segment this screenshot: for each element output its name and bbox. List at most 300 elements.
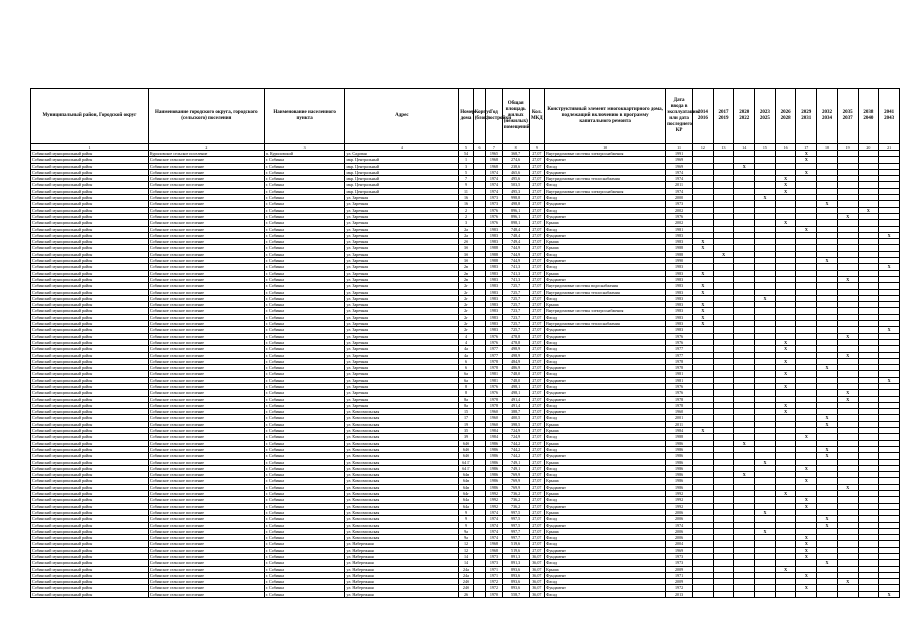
table-cell: 39 — [459, 434, 473, 440]
table-cell: ул. Заречная — [345, 321, 459, 327]
table-cell: Собинский муниципальный район — [31, 409, 149, 415]
table-cell: Внутридомовые системы теплоснабжения — [545, 289, 666, 295]
table-cell: Собинское сельское поселение — [148, 440, 264, 446]
table-cell: 2в — [459, 276, 473, 282]
table-cell: Фасад — [545, 535, 666, 541]
table-cell: 27,07 — [529, 484, 545, 490]
table-cell: Собинский муниципальный район — [31, 572, 149, 578]
table-cell: Фасад — [545, 195, 666, 201]
table-cell: Куриловское сельское поселение — [148, 151, 264, 157]
column-header: Наименование городского округа, городского (сельского) поселения — [148, 89, 264, 144]
table-cell: ул. Комсомольская — [345, 453, 459, 459]
table-cell: 24а — [459, 566, 473, 572]
table-cell: 741,3 — [502, 270, 529, 276]
table-cell: Собинский муниципальный район — [31, 182, 149, 188]
table-cell: Фасад — [545, 472, 666, 478]
table-cell: г. Собинка — [264, 195, 345, 201]
table-cell: 748,4 — [502, 226, 529, 232]
table-cell: 27,07 — [529, 421, 545, 427]
table-cell: ул. Набережная — [345, 566, 459, 572]
table-cell: 725,7 — [502, 283, 529, 289]
table-cell: г. Собинка — [264, 295, 345, 301]
table-cell: ул. Заречная — [345, 327, 459, 333]
table-cell: Собинский муниципальный район — [31, 163, 149, 169]
table-cell: 724,9 — [502, 434, 529, 440]
table-cell: 997,5 — [502, 522, 529, 528]
table-cell: 725,7 — [502, 302, 529, 308]
table-cell: Собинское сельское поселение — [148, 201, 264, 207]
table-cell: Собинское сельское поселение — [148, 207, 264, 213]
table-cell: мкр. Центральный — [345, 163, 459, 169]
table-cell: 26 — [459, 591, 473, 597]
table-cell: Собинский муниципальный район — [31, 314, 149, 320]
table-cell: 6а — [459, 377, 473, 383]
table-cell: 2006 — [666, 535, 693, 541]
table-cell: ул. Заречная — [345, 289, 459, 295]
table-cell: ул. Набережная — [345, 554, 459, 560]
table-cell: 9 — [459, 522, 473, 528]
table-cell: Собинское сельское поселение — [148, 157, 264, 163]
table-cell: 27,07 — [529, 415, 545, 421]
table-cell: ул. Комсомольская — [345, 522, 459, 528]
table-cell: Собинское сельское поселение — [148, 554, 264, 560]
table-cell: 1960 — [486, 421, 503, 427]
column-header: 2029 2031 — [796, 89, 817, 144]
column-number: 1 — [31, 144, 149, 151]
table-cell: 1984 — [666, 428, 693, 434]
table-cell: Собинское сельское поселение — [148, 541, 264, 547]
period-mark-cell: X — [837, 484, 858, 490]
table-cell: Фасад — [545, 579, 666, 585]
table-cell: г. Собинка — [264, 270, 345, 276]
table-cell: 1974 — [486, 509, 503, 515]
column-number: 21 — [879, 144, 900, 151]
table-cell: 503,5 — [502, 182, 529, 188]
table-cell: 64 Г — [459, 465, 473, 471]
table-cell: 2004 — [666, 541, 693, 547]
period-mark-cell: X — [755, 509, 776, 515]
table-cell: 36,07 — [529, 554, 545, 560]
table-cell: 744,9 — [502, 258, 529, 264]
table-cell: 478,8 — [502, 333, 529, 339]
table-cell: ул. Комсомольская — [345, 491, 459, 497]
table-cell: Собинский муниципальный район — [31, 258, 149, 264]
table-cell: 1976 — [666, 383, 693, 389]
period-mark-cell: X — [796, 547, 817, 553]
table-cell: Собинский муниципальный район — [31, 339, 149, 345]
table-cell: ул. Заречная — [345, 283, 459, 289]
table-cell: 1969 — [666, 547, 693, 553]
table-cell: 27,07 — [529, 402, 545, 408]
table-cell: 1974 — [486, 176, 503, 182]
table-cell: п. Куриловский — [264, 151, 345, 157]
table-cell: 5 — [459, 169, 473, 175]
table-cell: Собинский муниципальный район — [31, 176, 149, 182]
table-cell: 1968 — [486, 547, 503, 553]
table-cell: 1 — [459, 157, 473, 163]
table-cell: ул. Заречная — [345, 264, 459, 270]
table-cell: Собинское сельское поселение — [148, 560, 264, 566]
column-header: 2017 2019 — [713, 89, 734, 144]
table-cell: Внутридомовые системы водоснабжения — [545, 283, 666, 289]
table-cell: 1960 — [486, 415, 503, 421]
table-cell: ул. Заречная — [345, 270, 459, 276]
table-cell: Собинское сельское поселение — [148, 446, 264, 452]
table-cell: ул. Заречная — [345, 377, 459, 383]
table-cell: 1968 — [486, 163, 503, 169]
table-cell: ул. Заречная — [345, 358, 459, 364]
table-cell: г. Собинка — [264, 314, 345, 320]
table-cell: Собинский муниципальный район — [31, 213, 149, 219]
table-cell: 16 — [459, 201, 473, 207]
table-cell: 748,0 — [502, 371, 529, 377]
table-cell: Фасад — [545, 591, 666, 597]
table-cell: Фундамент — [545, 169, 666, 175]
table-cell: 893,6 — [502, 572, 529, 578]
table-cell: 1983 — [666, 314, 693, 320]
table-cell: 27,07 — [529, 409, 545, 415]
table-cell: 24б — [459, 585, 473, 591]
table-cell: 725,7 — [502, 289, 529, 295]
table-cell: 27,07 — [529, 232, 545, 238]
table-cell: Фундамент — [545, 352, 666, 358]
table-cell: Собинский муниципальный район — [31, 465, 149, 471]
table-cell: Собинское сельское поселение — [148, 176, 264, 182]
table-cell: ул. Комсомольская — [345, 503, 459, 509]
table-cell: 1988 — [666, 245, 693, 251]
table-cell: 27,07 — [529, 308, 545, 314]
table-cell: 1973 — [666, 560, 693, 566]
table-cell: Внутридомовые системы электроснабжения — [545, 308, 666, 314]
table-cell: 1981 — [486, 371, 503, 377]
table-cell: 1983 — [666, 276, 693, 282]
table-cell: Фасад — [545, 163, 666, 169]
table-cell: Собинский муниципальный район — [31, 346, 149, 352]
table-cell: 896,1 — [502, 207, 529, 213]
table-cell: г. Собинка — [264, 572, 345, 578]
table-cell: г. Собинка — [264, 365, 345, 371]
period-mark-cell: X — [796, 503, 817, 509]
table-cell: Собинский муниципальный район — [31, 169, 149, 175]
period-mark-cell: X — [879, 264, 900, 270]
table-cell: ул. Заречная — [345, 390, 459, 396]
table-cell: 27,07 — [529, 472, 545, 478]
table-cell: 27,07 — [529, 453, 545, 459]
table-cell: 19 — [459, 421, 473, 427]
table-cell: Собинский муниципальный район — [31, 509, 149, 515]
table-cell: Крыша — [545, 428, 666, 434]
period-mark-cell: X — [817, 415, 838, 421]
table-cell: 2г — [459, 283, 473, 289]
table-cell: 723,7 — [502, 314, 529, 320]
table-cell: г. Собинка — [264, 232, 345, 238]
table-cell: 27,07 — [529, 516, 545, 522]
table-cell: г. Собинка — [264, 390, 345, 396]
table-cell: Собинское сельское поселение — [148, 182, 264, 188]
table-cell: г. Собинка — [264, 169, 345, 175]
program-table-sheet — [30, 88, 900, 598]
table-cell: Фундамент — [545, 503, 666, 509]
period-mark-cell: X — [837, 396, 858, 402]
table-cell: г. Собинка — [264, 415, 345, 421]
table-cell: г. Собинка — [264, 207, 345, 213]
table-cell: Фасад — [545, 295, 666, 301]
table-cell: г. Собинка — [264, 434, 345, 440]
table-cell: 4а — [459, 346, 473, 352]
table-cell: г. Собинка — [264, 283, 345, 289]
table-cell: Собинское сельское поселение — [148, 352, 264, 358]
table-cell: г. Собинка — [264, 459, 345, 465]
table-cell: г. Собинка — [264, 528, 345, 534]
table-cell: 36,07 — [529, 560, 545, 566]
table-cell: ул. Набережная — [345, 591, 459, 597]
table-cell: 1983 — [486, 232, 503, 238]
period-mark-cell — [755, 591, 776, 597]
table-cell: г. Собинка — [264, 163, 345, 169]
table-cell: ул. Набережная — [345, 579, 459, 585]
table-cell: 2б — [459, 239, 473, 245]
table-cell: 2а — [459, 226, 473, 232]
table-cell: г. Собинка — [264, 258, 345, 264]
table-cell: 64а — [459, 497, 473, 503]
table-cell: г. Собинка — [264, 478, 345, 484]
period-mark-cell: X — [734, 472, 755, 478]
table-cell: 1976 — [486, 207, 503, 213]
table-cell: 27,07 — [529, 258, 545, 264]
table-cell: Собинский муниципальный район — [31, 308, 149, 314]
column-number: 16 — [775, 144, 796, 151]
table-cell: 1972 — [486, 585, 503, 591]
period-mark-cell: X — [755, 459, 776, 465]
period-mark-cell: X — [775, 409, 796, 415]
period-mark-cell: X — [879, 232, 900, 238]
table-cell: 7 — [459, 176, 473, 182]
table-cell: 27,07 — [529, 459, 545, 465]
table-cell: мкр. Центральный — [345, 169, 459, 175]
table-cell: Собинский муниципальный район — [31, 295, 149, 301]
table-cell: Собинский муниципальный район — [31, 579, 149, 585]
table-cell: Фасад — [545, 182, 666, 188]
table-cell: Собинский муниципальный район — [31, 453, 149, 459]
table-cell: Крыша — [545, 239, 666, 245]
table-cell: 27,07 — [529, 434, 545, 440]
table-cell: Крыша — [545, 245, 666, 251]
table-cell: 1986 — [666, 446, 693, 452]
table-cell: 9а — [459, 535, 473, 541]
table-cell: 1976 — [486, 333, 503, 339]
table-cell: 274,6 — [502, 157, 529, 163]
table-cell: 27,07 — [529, 157, 545, 163]
table-cell: Собинское сельское поселение — [148, 308, 264, 314]
table-cell: 27,07 — [529, 509, 545, 515]
table-cell: 896,1 — [502, 213, 529, 219]
table-cell: 1983 — [486, 276, 503, 282]
table-cell: 2013 — [666, 591, 693, 597]
table-cell: г. Собинка — [264, 497, 345, 503]
column-number: 14 — [734, 144, 755, 151]
period-mark-cell: X — [775, 402, 796, 408]
table-cell: 12 — [459, 547, 473, 553]
table-cell: г. Собинка — [264, 321, 345, 327]
table-cell: 27,07 — [529, 245, 545, 251]
table-cell: 64 Г — [459, 459, 473, 465]
table-cell: мкр. Центральный — [345, 182, 459, 188]
table-cell: Собинский муниципальный район — [31, 264, 149, 270]
table-cell: г. Собинка — [264, 327, 345, 333]
period-mark-cell: X — [693, 245, 714, 251]
column-header: Кол. МКД — [529, 89, 545, 144]
table-cell: Фасад — [545, 358, 666, 364]
table-cell: 1983 — [486, 283, 503, 289]
table-cell: Собинский муниципальный район — [31, 207, 149, 213]
table-cell: 1973 — [486, 560, 503, 566]
table-cell: 893,6 — [502, 585, 529, 591]
table-cell: 27,07 — [529, 239, 545, 245]
table-cell: г. Собинка — [264, 358, 345, 364]
column-number: 5 — [459, 144, 473, 151]
table-cell: 16 — [459, 195, 473, 201]
table-cell: Собинское сельское поселение — [148, 251, 264, 257]
table-cell: Собинский муниципальный район — [31, 585, 149, 591]
table-cell: 1974 — [486, 182, 503, 188]
period-mark-cell: X — [796, 541, 817, 547]
period-mark-cell: X — [796, 226, 817, 232]
column-number: 11 — [666, 144, 693, 151]
period-mark-cell: X — [755, 195, 776, 201]
period-mark-cell: X — [693, 428, 714, 434]
table-cell: 1990 — [666, 258, 693, 264]
period-mark-cell: X — [775, 220, 796, 226]
table-cell: 3б — [459, 251, 473, 257]
period-mark-cell: X — [817, 516, 838, 522]
table-cell: Собинское сельское поселение — [148, 396, 264, 402]
table-cell: Фундамент — [545, 522, 666, 528]
table-cell: г. Собинка — [264, 176, 345, 182]
table-cell: 27,07 — [529, 207, 545, 213]
column-header: Конструктивный элемент многоквартирного дома, подлежащий включению в программу капитального ремонта — [545, 89, 666, 144]
table-cell: Собинское сельское поселение — [148, 169, 264, 175]
table-cell: мкр. Центральный — [345, 188, 459, 194]
table-cell: 1988 — [486, 258, 503, 264]
table-cell: Фундамент — [545, 201, 666, 207]
table-cell: 3б — [459, 258, 473, 264]
table-cell: 1992 — [486, 503, 503, 509]
table-cell: 1976 — [666, 333, 693, 339]
table-cell: 36,07 — [529, 566, 545, 572]
table-cell: г. Собинка — [264, 446, 345, 452]
table-cell: 2г — [459, 314, 473, 320]
table-cell: Фасад — [545, 541, 666, 547]
table-cell: Фундамент — [545, 232, 666, 238]
table-cell: 9 — [459, 516, 473, 522]
column-header: 2026 2028 — [775, 89, 796, 144]
table-cell: г. Собинка — [264, 409, 345, 415]
period-mark-cell: X — [796, 157, 817, 163]
table-cell: Собинский муниципальный район — [31, 491, 149, 497]
column-number: 13 — [713, 144, 734, 151]
table-cell: г. Собинка — [264, 220, 345, 226]
table-cell: 1992 — [486, 491, 503, 497]
table-cell: 2009 — [666, 566, 693, 572]
table-cell: ул. Комсомольская — [345, 484, 459, 490]
period-mark-cell: X — [755, 528, 776, 534]
table-cell: 27,07 — [529, 440, 545, 446]
table-cell: Фундамент — [545, 409, 666, 415]
table-cell: 2а — [459, 232, 473, 238]
column-header: Год постройки — [486, 89, 503, 144]
table-cell: Собинский муниципальный район — [31, 554, 149, 560]
table-cell: 1973 — [486, 201, 503, 207]
table-cell: 64б — [459, 446, 473, 452]
column-header: 2038 2040 — [858, 89, 879, 144]
table-cell: Собинский муниципальный район — [31, 566, 149, 572]
table-cell: 998,8 — [502, 195, 529, 201]
period-mark-cell: X — [775, 182, 796, 188]
table-cell: 27,07 — [529, 151, 545, 157]
table-cell: 1968 — [486, 157, 503, 163]
table-cell: 486,9 — [502, 365, 529, 371]
table-cell: 1986 — [486, 446, 503, 452]
table-cell: 1991 — [666, 151, 693, 157]
table-cell: 1976 — [486, 220, 503, 226]
table-cell: 1986 — [486, 440, 503, 446]
table-cell: Собинское сельское поселение — [148, 258, 264, 264]
table-cell: 6 — [459, 365, 473, 371]
table-cell: 27,07 — [529, 346, 545, 352]
table-cell: 893,6 — [502, 566, 529, 572]
table-cell: г. Собинка — [264, 554, 345, 560]
column-number: 6 — [473, 144, 485, 151]
table-cell: 27,07 — [529, 195, 545, 201]
table-cell: 1977 — [666, 352, 693, 358]
table-cell: Собинский муниципальный район — [31, 283, 149, 289]
table-cell: ул. Заречная — [345, 239, 459, 245]
table-cell: Крыша — [545, 270, 666, 276]
table-cell: 749,1 — [502, 465, 529, 471]
table-cell: ул. Комсомольская — [345, 428, 459, 434]
table-cell: Собинское сельское поселение — [148, 453, 264, 459]
table-cell: ул. Комсомольская — [345, 440, 459, 446]
table-cell: 1965 — [486, 151, 503, 157]
column-number: 20 — [858, 144, 879, 151]
table-cell: Собинский муниципальный район — [31, 302, 149, 308]
table-cell: 744,9 — [502, 245, 529, 251]
table-cell: 27,07 — [529, 541, 545, 547]
table-cell: Собинский муниципальный район — [31, 434, 149, 440]
table-cell: Собинское сельское поселение — [148, 188, 264, 194]
period-mark-cell: X — [796, 478, 817, 484]
period-mark-cell: X — [693, 283, 714, 289]
table-cell: 35 — [459, 428, 473, 434]
table-cell: Фундамент — [545, 572, 666, 578]
table-cell: Собинский муниципальный район — [31, 560, 149, 566]
table-cell: 1983 — [666, 327, 693, 333]
period-mark-cell: X — [796, 535, 817, 541]
period-mark-cell: X — [817, 258, 838, 264]
table-cell: 400,5 — [502, 415, 529, 421]
table-cell: Фасад — [545, 226, 666, 232]
period-mark-cell: X — [837, 276, 858, 282]
table-cell: Собинское сельское поселение — [148, 409, 264, 415]
header-row — [31, 89, 900, 144]
table-cell: Фасад — [545, 434, 666, 440]
table-cell: 64в — [459, 472, 473, 478]
table-cell: ул. Заречная — [345, 402, 459, 408]
table-cell: г. Собинка — [264, 352, 345, 358]
table-cell: г. Собинка — [264, 522, 345, 528]
table-cell: 27,07 — [529, 522, 545, 528]
table-cell: г. Собинка — [264, 339, 345, 345]
